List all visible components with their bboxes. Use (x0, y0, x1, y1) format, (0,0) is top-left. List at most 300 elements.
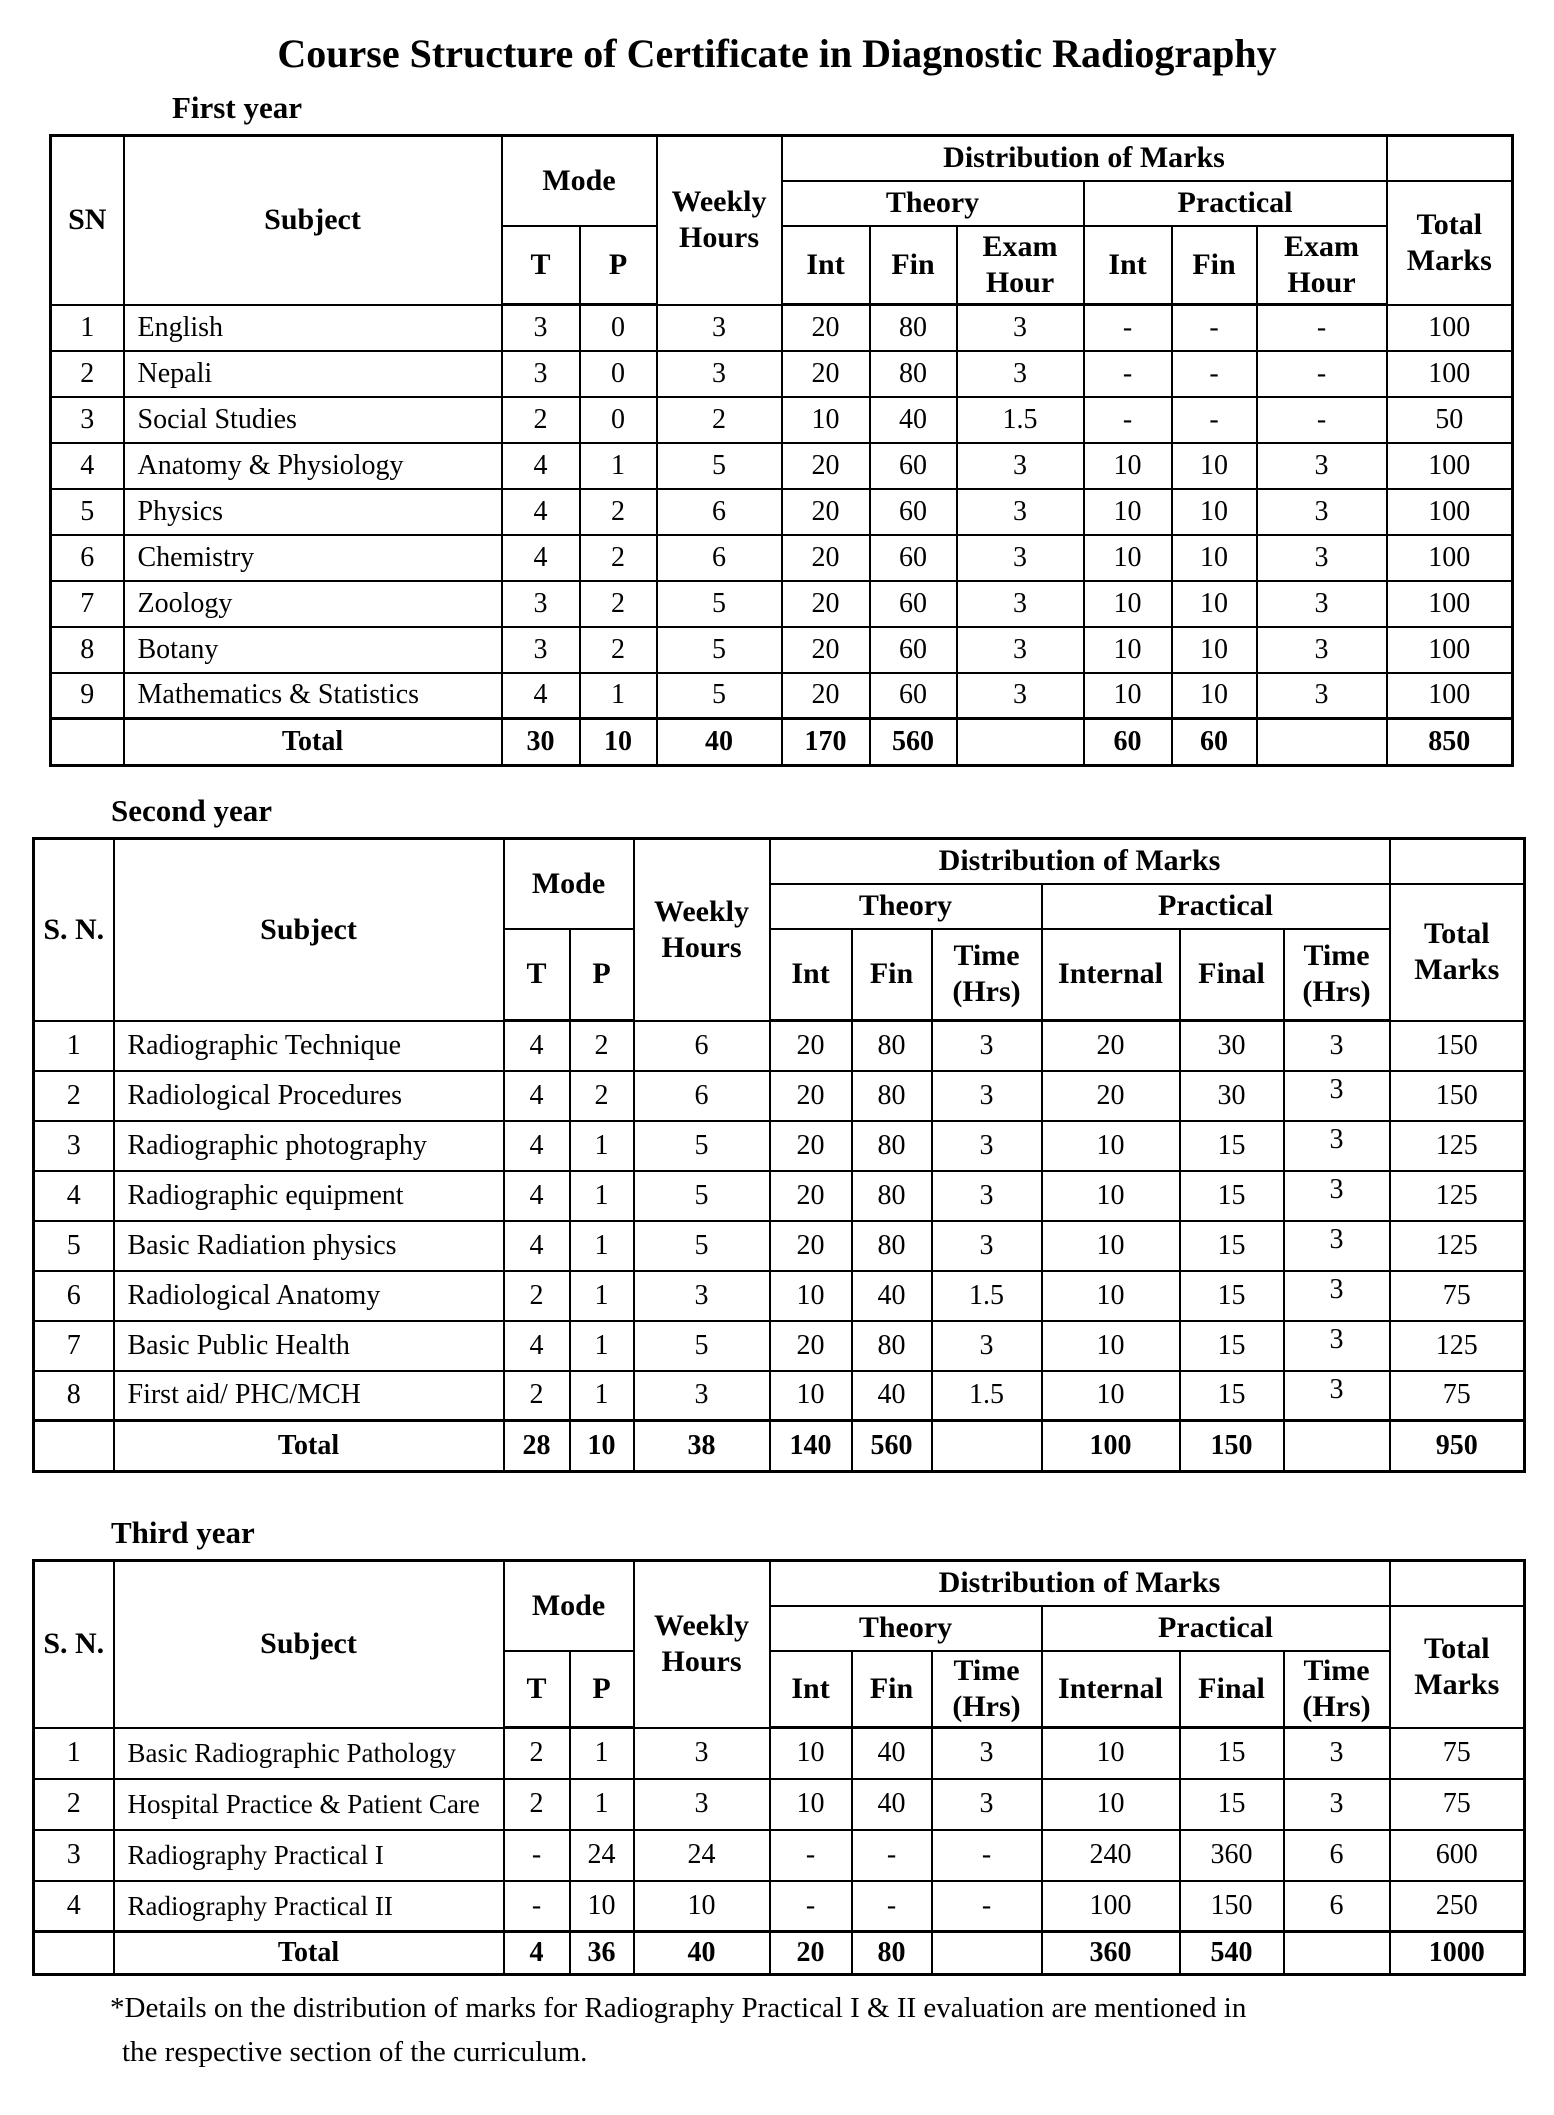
col-header-distribution-of-marks: Distribution of Marks (782, 136, 1387, 181)
value-cell: 4 (504, 1021, 570, 1071)
value-cell: 2 (580, 535, 657, 581)
value-cell: 240 (1042, 1830, 1180, 1881)
subject-cell: Hospital Practice & Patient Care (114, 1779, 504, 1830)
total-value-cell (1284, 1421, 1390, 1472)
col-header-theory-sub: Fin (852, 929, 932, 1021)
table-row (51, 443, 1513, 489)
value-cell: 3 (957, 673, 1084, 719)
table-row (51, 535, 1513, 581)
value-cell: 1 (570, 1171, 634, 1221)
value-cell: 100 (1387, 443, 1513, 489)
value-cell: 1 (570, 1221, 634, 1271)
value-cell: 80 (852, 1121, 932, 1171)
total-label-cell: Total (114, 1932, 504, 1975)
value-cell: 3 (1257, 443, 1387, 489)
value-cell: 3 (1284, 1121, 1390, 1171)
value-cell: 1 (570, 1728, 634, 1779)
table-row (51, 397, 1513, 443)
value-cell: 3 (502, 627, 580, 673)
value-cell: 10 (1084, 443, 1172, 489)
value-cell: 360 (1180, 1830, 1284, 1881)
table-row (34, 1021, 1525, 1071)
value-cell: 4 (502, 535, 580, 581)
value-cell: 3 (1284, 1321, 1390, 1371)
col-header-practical-sub: Internal (1042, 1651, 1180, 1728)
value-cell: 10 (570, 1881, 634, 1932)
year2-heading: Second year (111, 793, 273, 828)
value-cell: 2 (504, 1728, 570, 1779)
value-cell: 5 (657, 673, 782, 719)
total-value-cell: 1000 (1390, 1932, 1525, 1975)
col-header-subject: Subject (114, 1561, 504, 1728)
value-cell: 3 (502, 305, 580, 351)
value-cell: 40 (870, 397, 957, 443)
value-cell: 5 (634, 1321, 770, 1371)
year2-table-mount (0, 837, 1554, 1473)
sn-cell: 2 (51, 351, 124, 397)
value-cell: 1 (570, 1321, 634, 1371)
value-cell: 15 (1180, 1371, 1284, 1421)
value-cell: 30 (1180, 1021, 1284, 1071)
col-header-total-marks: Total Marks (1390, 1606, 1525, 1728)
value-cell: 10 (1172, 627, 1257, 673)
sn-cell: 1 (34, 1021, 114, 1071)
value-cell: 20 (782, 535, 870, 581)
value-cell: 10 (634, 1881, 770, 1932)
subject-cell: Mathematics & Statistics (124, 673, 502, 719)
value-cell: 3 (657, 351, 782, 397)
table-row (34, 1371, 1525, 1421)
value-cell: 10 (1042, 1728, 1180, 1779)
value-cell: 20 (770, 1121, 852, 1171)
value-cell: 3 (957, 351, 1084, 397)
subject-cell: Zoology (124, 581, 502, 627)
sn-cell: 8 (34, 1371, 114, 1421)
col-header-mode: Mode (504, 1561, 634, 1651)
total-value-cell: 850 (1387, 719, 1513, 766)
document-page (0, 30, 1554, 2074)
value-cell: 10 (1172, 581, 1257, 627)
value-cell: - (504, 1830, 570, 1881)
sn-cell: 9 (51, 673, 124, 719)
value-cell: 10 (1172, 673, 1257, 719)
table-row (34, 1830, 1525, 1881)
col-header-theory-t: T (502, 226, 580, 305)
value-cell: 10 (770, 1271, 852, 1321)
total-value-cell (932, 1421, 1042, 1472)
value-cell: 15 (1180, 1121, 1284, 1171)
sn-cell: 8 (51, 627, 124, 673)
value-cell: 2 (580, 489, 657, 535)
total-value-cell: 100 (1042, 1421, 1180, 1472)
table-row (34, 1221, 1525, 1271)
value-cell: - (770, 1830, 852, 1881)
value-cell: 1.5 (957, 397, 1084, 443)
col-header-practical-sub: Internal (1042, 929, 1180, 1021)
value-cell: 3 (634, 1728, 770, 1779)
total-value-cell: 60 (1172, 719, 1257, 766)
value-cell: 10 (1084, 581, 1172, 627)
value-cell: 6 (634, 1071, 770, 1121)
value-cell: 100 (1387, 627, 1513, 673)
sn-cell: 3 (51, 397, 124, 443)
value-cell: 6 (657, 489, 782, 535)
col-header-theory-sub: Fin (852, 1651, 932, 1728)
value-cell: 10 (1084, 627, 1172, 673)
table-row (34, 1271, 1525, 1321)
col-header-practical-p: P (570, 1651, 634, 1728)
col-header-practical-sub: Time (Hrs) (1284, 1651, 1390, 1728)
value-cell: 80 (852, 1021, 932, 1071)
value-cell: 2 (504, 1371, 570, 1421)
sn-cell: 7 (51, 581, 124, 627)
value-cell: 60 (870, 627, 957, 673)
value-cell: 4 (502, 673, 580, 719)
value-cell: 125 (1390, 1121, 1525, 1171)
value-cell: 4 (504, 1071, 570, 1121)
table-row (51, 581, 1513, 627)
year3-heading: Third year (111, 1515, 255, 1550)
total-value-cell (34, 1932, 114, 1975)
value-cell: 3 (1284, 1071, 1390, 1121)
value-cell: 6 (1284, 1881, 1390, 1932)
col-header-theory-sub: Time (Hrs) (932, 929, 1042, 1021)
value-cell: 20 (770, 1321, 852, 1371)
col-header-subject: Subject (124, 136, 502, 305)
value-cell: 1 (570, 1121, 634, 1171)
col-header-theory: Theory (782, 181, 1084, 226)
value-cell: 2 (504, 1779, 570, 1830)
value-cell: 20 (770, 1021, 852, 1071)
sn-cell: 2 (34, 1779, 114, 1830)
value-cell: 10 (1172, 489, 1257, 535)
value-cell: 3 (1284, 1271, 1390, 1321)
value-cell: 10 (1084, 673, 1172, 719)
subject-cell: Radiographic equipment (114, 1171, 504, 1221)
value-cell: 20 (770, 1221, 852, 1271)
col-header-theory-t: T (504, 929, 570, 1021)
subject-cell: Nepali (124, 351, 502, 397)
value-cell: 100 (1387, 673, 1513, 719)
value-cell: 15 (1180, 1321, 1284, 1371)
value-cell: 24 (570, 1830, 634, 1881)
value-cell: 3 (932, 1121, 1042, 1171)
value-cell: 125 (1390, 1221, 1525, 1271)
value-cell: 2 (580, 581, 657, 627)
col-header-theory-sub: Fin (870, 226, 957, 305)
value-cell: 4 (504, 1321, 570, 1371)
sn-cell: 6 (51, 535, 124, 581)
subject-cell: English (124, 305, 502, 351)
col-header-weekly-hours: Weekly Hours (657, 136, 782, 305)
value-cell: 3 (1284, 1171, 1390, 1221)
value-cell: 3 (957, 581, 1084, 627)
table-row (34, 1171, 1525, 1221)
value-cell: 30 (1180, 1071, 1284, 1121)
table-row (34, 1728, 1525, 1779)
col-header-mode: Mode (502, 136, 657, 226)
value-cell: 75 (1390, 1271, 1525, 1321)
col-header-total-marks: Total Marks (1387, 181, 1513, 305)
col-header-theory: Theory (770, 1606, 1042, 1651)
year3-table-mount (0, 1559, 1554, 1976)
value-cell: 100 (1387, 535, 1513, 581)
value-cell: 1 (580, 673, 657, 719)
value-cell: 20 (782, 489, 870, 535)
year1-table-mount (0, 134, 1554, 767)
table-row (34, 1321, 1525, 1371)
value-cell: 0 (580, 397, 657, 443)
subject-cell: Basic Radiation physics (114, 1221, 504, 1271)
total-value-cell (1284, 1932, 1390, 1975)
value-cell: 3 (1284, 1371, 1390, 1421)
value-cell: 3 (1257, 489, 1387, 535)
value-cell: 3 (657, 305, 782, 351)
total-value-cell: 360 (1042, 1932, 1180, 1975)
col-header-practical-sub: Final (1180, 1651, 1284, 1728)
value-cell: - (1084, 305, 1172, 351)
value-cell: 75 (1390, 1779, 1525, 1830)
sn-cell: 2 (34, 1071, 114, 1121)
value-cell: 3 (1284, 1221, 1390, 1271)
value-cell: 20 (782, 305, 870, 351)
value-cell: 125 (1390, 1321, 1525, 1371)
value-cell: 20 (782, 443, 870, 489)
value-cell: 3 (1257, 627, 1387, 673)
value-cell: 60 (870, 443, 957, 489)
value-cell: 4 (502, 443, 580, 489)
value-cell: 80 (852, 1071, 932, 1121)
col-header-theory-sub: Int (770, 1651, 852, 1728)
value-cell: 80 (870, 351, 957, 397)
value-cell: 3 (634, 1271, 770, 1321)
value-cell: 10 (1042, 1371, 1180, 1421)
value-cell: 20 (782, 627, 870, 673)
col-header-weekly-hours: Weekly Hours (634, 839, 770, 1021)
value-cell: 100 (1387, 489, 1513, 535)
value-cell: 10 (1084, 535, 1172, 581)
sn-cell: 1 (51, 305, 124, 351)
value-cell: 3 (932, 1021, 1042, 1071)
sn-cell: 3 (34, 1121, 114, 1171)
value-cell: 15 (1180, 1728, 1284, 1779)
value-cell: 3 (957, 627, 1084, 673)
col-header-practical: Practical (1042, 884, 1390, 929)
value-cell: 5 (634, 1121, 770, 1171)
sn-cell: 4 (34, 1881, 114, 1932)
empty-header-cell (1390, 839, 1525, 884)
subject-cell: Radiographic photography (114, 1121, 504, 1171)
sn-cell: 5 (51, 489, 124, 535)
subject-cell: Radiography Practical I (114, 1830, 504, 1881)
value-cell: 3 (932, 1221, 1042, 1271)
value-cell: 2 (570, 1021, 634, 1071)
value-cell: 10 (1172, 443, 1257, 489)
value-cell: 100 (1387, 581, 1513, 627)
total-value-cell: 950 (1390, 1421, 1525, 1472)
value-cell: 3 (502, 581, 580, 627)
empty-header-cell (1387, 136, 1513, 181)
total-value-cell: 4 (504, 1932, 570, 1975)
value-cell: 10 (770, 1779, 852, 1830)
value-cell: 250 (1390, 1881, 1525, 1932)
total-value-cell: 140 (770, 1421, 852, 1472)
value-cell: 1 (580, 443, 657, 489)
total-value-cell: 540 (1180, 1932, 1284, 1975)
value-cell: - (1172, 397, 1257, 443)
value-cell: 3 (932, 1779, 1042, 1830)
sn-cell: 5 (34, 1221, 114, 1271)
value-cell: 3 (1284, 1779, 1390, 1830)
total-value-cell: 40 (657, 719, 782, 766)
value-cell: 1 (570, 1779, 634, 1830)
value-cell: 3 (1257, 535, 1387, 581)
col-header-practical: Practical (1084, 181, 1387, 226)
value-cell: 3 (932, 1728, 1042, 1779)
col-header-practical-p: P (580, 226, 657, 305)
sn-cell: 3 (34, 1830, 114, 1881)
value-cell: - (932, 1830, 1042, 1881)
value-cell: - (932, 1881, 1042, 1932)
value-cell: 1.5 (932, 1271, 1042, 1321)
value-cell: - (852, 1830, 932, 1881)
value-cell: 10 (770, 1728, 852, 1779)
col-header-practical: Practical (1042, 1606, 1390, 1651)
year2-table (32, 837, 1526, 1473)
col-header-distribution-of-marks: Distribution of Marks (770, 839, 1390, 884)
sn-cell: 6 (34, 1271, 114, 1321)
value-cell: 50 (1387, 397, 1513, 443)
value-cell: 20 (1042, 1071, 1180, 1121)
value-cell: - (1257, 305, 1387, 351)
value-cell: 60 (870, 489, 957, 535)
value-cell: 20 (782, 581, 870, 627)
col-header-theory-sub: Exam Hour (957, 226, 1084, 305)
value-cell: - (1084, 351, 1172, 397)
value-cell: - (770, 1881, 852, 1932)
col-header-practical-sub: Fin (1172, 226, 1257, 305)
value-cell: 1 (570, 1371, 634, 1421)
sn-cell: 4 (51, 443, 124, 489)
value-cell: 3 (1257, 673, 1387, 719)
table-row (34, 1779, 1525, 1830)
col-header-subject: Subject (114, 839, 504, 1021)
value-cell: 2 (580, 627, 657, 673)
value-cell: 80 (870, 305, 957, 351)
value-cell: 1 (570, 1271, 634, 1321)
value-cell: 40 (852, 1779, 932, 1830)
value-cell: 2 (504, 1271, 570, 1321)
value-cell: 150 (1390, 1021, 1525, 1071)
value-cell: 60 (870, 535, 957, 581)
col-header-sn: S. N. (34, 839, 114, 1021)
value-cell: 3 (932, 1071, 1042, 1121)
total-value-cell: 560 (852, 1421, 932, 1472)
value-cell: 4 (502, 489, 580, 535)
total-value-cell: 80 (852, 1932, 932, 1975)
value-cell: 20 (770, 1071, 852, 1121)
value-cell: 10 (1042, 1171, 1180, 1221)
value-cell: 4 (504, 1121, 570, 1171)
sn-cell: 1 (34, 1728, 114, 1779)
total-value-cell: 28 (504, 1421, 570, 1472)
total-value-cell: 36 (570, 1932, 634, 1975)
total-row (34, 1421, 1525, 1472)
total-value-cell (957, 719, 1084, 766)
col-header-sn: SN (51, 136, 124, 305)
subject-cell: Physics (124, 489, 502, 535)
value-cell: - (1257, 351, 1387, 397)
col-header-practical-sub: Exam Hour (1257, 226, 1387, 305)
total-row (51, 719, 1513, 766)
table-row (34, 1121, 1525, 1171)
value-cell: 5 (657, 443, 782, 489)
value-cell: 80 (852, 1321, 932, 1371)
total-value-cell (51, 719, 124, 766)
subject-cell: First aid/ PHC/MCH (114, 1371, 504, 1421)
value-cell: 0 (580, 351, 657, 397)
value-cell: - (1084, 397, 1172, 443)
value-cell: 15 (1180, 1221, 1284, 1271)
value-cell: - (852, 1881, 932, 1932)
total-value-cell: 38 (634, 1421, 770, 1472)
total-label-cell: Total (124, 719, 502, 766)
value-cell: 3 (957, 443, 1084, 489)
value-cell: 3 (932, 1321, 1042, 1371)
total-value-cell (932, 1932, 1042, 1975)
value-cell: 3 (932, 1171, 1042, 1221)
subject-cell: Basic Radiographic Pathology (114, 1728, 504, 1779)
total-value-cell: 60 (1084, 719, 1172, 766)
value-cell: - (1172, 351, 1257, 397)
value-cell: 3 (634, 1371, 770, 1421)
value-cell: 3 (634, 1779, 770, 1830)
col-header-theory-sub: Int (782, 226, 870, 305)
subject-cell: Chemistry (124, 535, 502, 581)
value-cell: 3 (1284, 1021, 1390, 1071)
value-cell: 75 (1390, 1371, 1525, 1421)
value-cell: 125 (1390, 1171, 1525, 1221)
value-cell: 10 (1084, 489, 1172, 535)
value-cell: - (504, 1881, 570, 1932)
sn-cell: 4 (34, 1171, 114, 1221)
value-cell: 1.5 (932, 1371, 1042, 1421)
footnote (110, 1986, 1554, 2074)
value-cell: - (1172, 305, 1257, 351)
subject-cell: Basic Public Health (114, 1321, 504, 1371)
total-value-cell: 30 (502, 719, 580, 766)
value-cell: 24 (634, 1830, 770, 1881)
value-cell: 80 (852, 1171, 932, 1221)
col-header-distribution-of-marks: Distribution of Marks (770, 1561, 1390, 1606)
value-cell: 100 (1042, 1881, 1180, 1932)
empty-header-cell (1390, 1561, 1525, 1606)
value-cell: 6 (1284, 1830, 1390, 1881)
col-header-total-marks: Total Marks (1390, 884, 1525, 1021)
value-cell: 15 (1180, 1271, 1284, 1321)
total-label-cell: Total (114, 1421, 504, 1472)
value-cell: 2 (657, 397, 782, 443)
col-header-weekly-hours: Weekly Hours (634, 1561, 770, 1728)
value-cell: 5 (657, 581, 782, 627)
value-cell: 10 (1042, 1321, 1180, 1371)
table-row (51, 305, 1513, 351)
footnote-line-2: the respective section of the curriculum. (122, 2036, 588, 2068)
subject-cell: Botany (124, 627, 502, 673)
sn-cell: 7 (34, 1321, 114, 1371)
value-cell: 40 (852, 1271, 932, 1321)
table-row (34, 1071, 1525, 1121)
